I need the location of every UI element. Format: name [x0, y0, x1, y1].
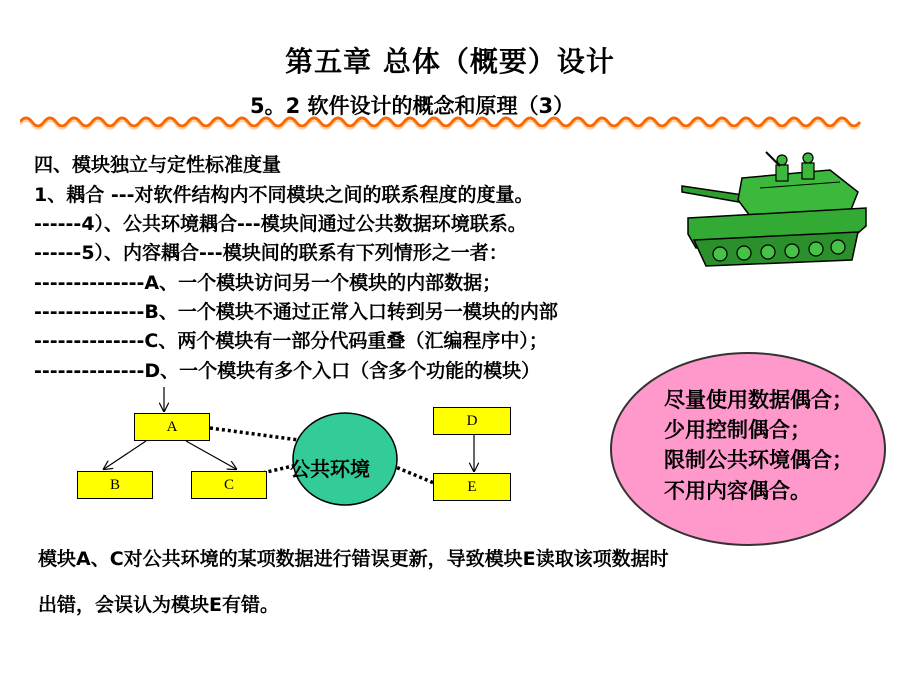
- page-title: 第五章 总体（概要）设计: [285, 45, 615, 78]
- content-line: 四、模块独立与定性标准度量: [34, 154, 282, 176]
- content-line: --------------D、一个模块有多个入口（含多个功能的模块）: [34, 360, 541, 382]
- tip-line: 尽量使用数据偶合；: [664, 388, 853, 412]
- coupling-diagram: [60, 385, 530, 510]
- tank-icon: [680, 148, 870, 273]
- module-d: D: [433, 407, 511, 435]
- content-line: --------------A、一个模块访问另一个模块的内部数据；: [34, 272, 502, 294]
- tip-line: 限制公共环境偶合；: [664, 448, 853, 472]
- common-environment-label: 公共环境: [290, 457, 370, 481]
- note-line: 出错，会误认为模块E有错。: [38, 594, 279, 616]
- tip-line: 少用控制偶合；: [664, 418, 811, 442]
- content-line: ------4）、公共环境耦合---模块间通过公共数据环境联系。: [34, 213, 527, 235]
- wavy-divider: [20, 114, 865, 130]
- content-line: --------------B、一个模块不通过正常入口转到另一模块的内部: [34, 301, 558, 323]
- page-subtitle: 5。2 软件设计的概念和原理（3）: [250, 94, 575, 118]
- note-line: 模块A、C对公共环境的某项数据进行错误更新，导致模块E读取该项数据时: [38, 548, 669, 570]
- module-a: A: [134, 413, 210, 441]
- tip-line: 不用内容偶合。: [664, 479, 811, 503]
- content-line: --------------C、两个模块有一部分代码重叠（汇编程序中）；: [34, 330, 548, 352]
- content-line: 1、耦合 ---对软件结构内不同模块之间的联系程度的度量。: [34, 184, 534, 206]
- module-b: B: [77, 471, 153, 499]
- module-c: C: [191, 471, 267, 499]
- module-e: E: [433, 473, 511, 501]
- content-line: ------5）、内容耦合---模块间的联系有下列情形之一者：: [34, 242, 508, 264]
